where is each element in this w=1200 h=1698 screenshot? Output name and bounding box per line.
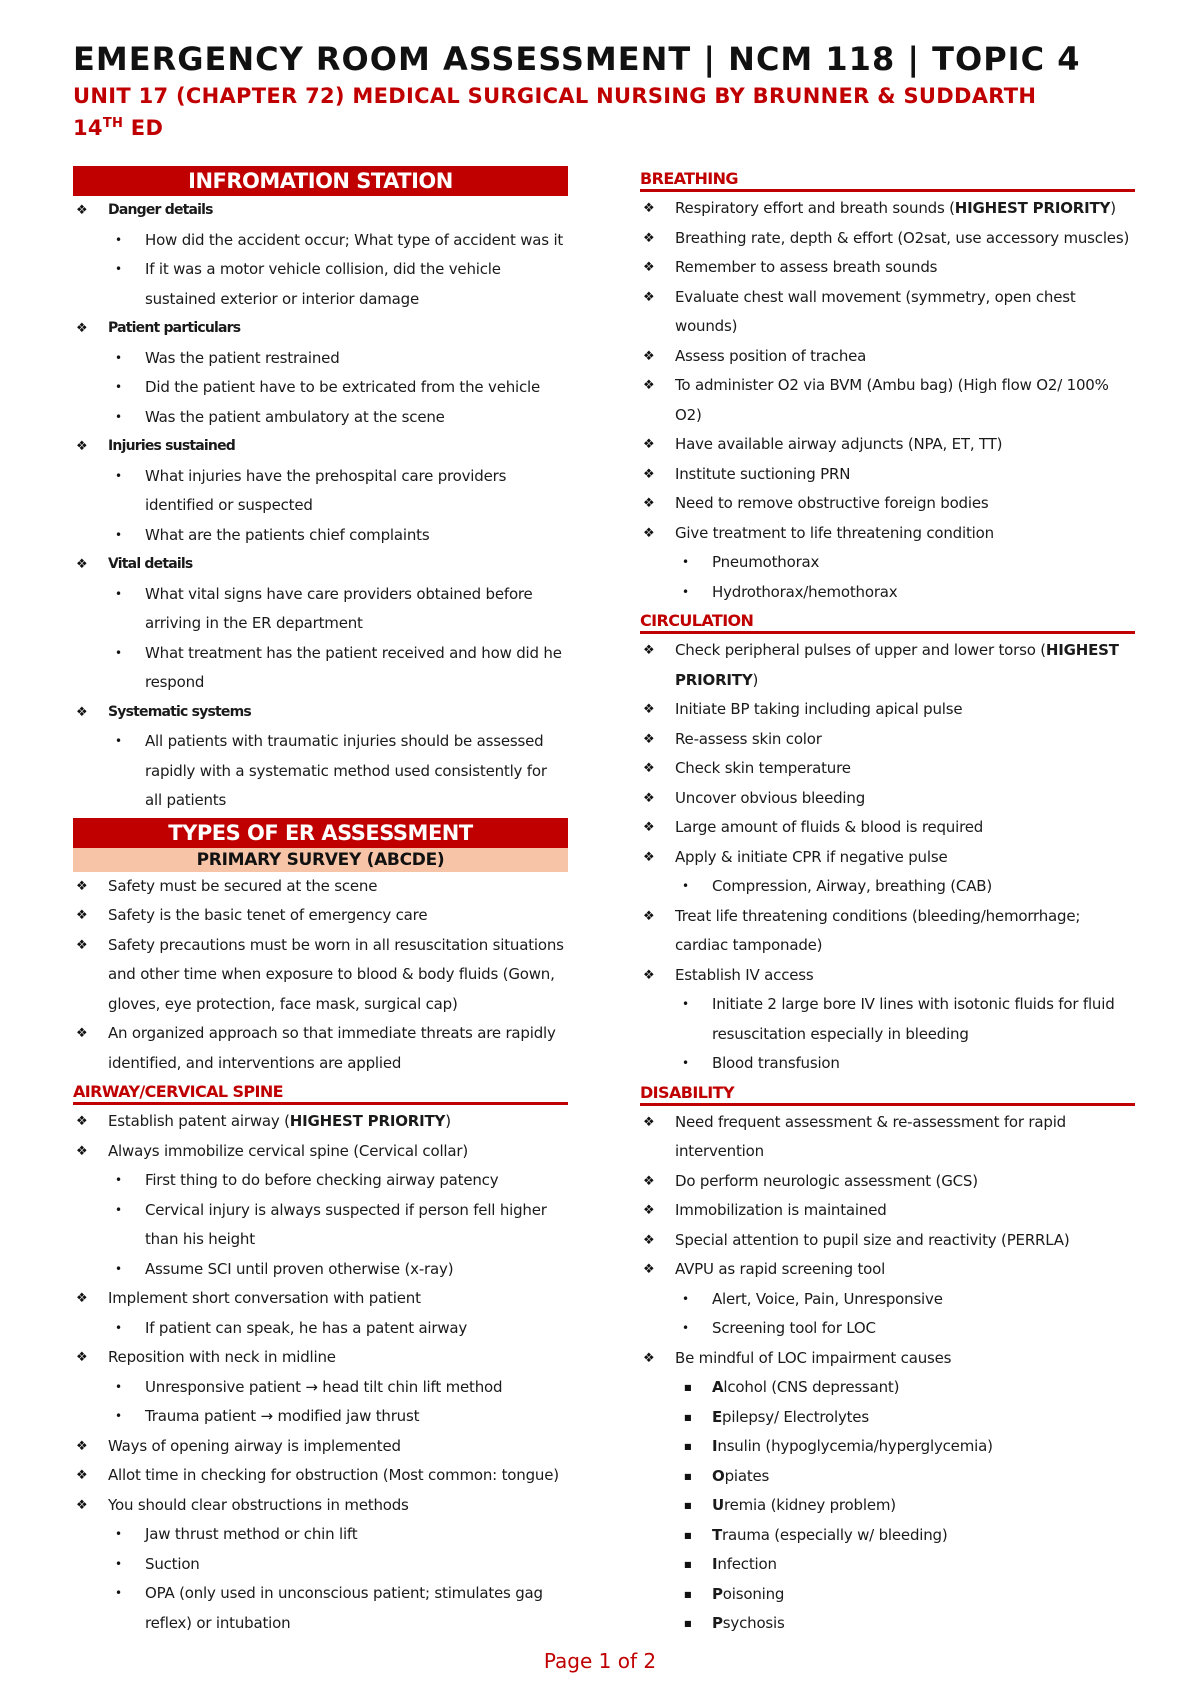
list-item (73, 373, 568, 403)
list-item (73, 521, 568, 551)
list-item (73, 1137, 568, 1167)
dot-bullet-icon: • (115, 468, 122, 483)
emphasis-text: HIGHEST PRIORITY (675, 641, 1119, 689)
list-item (73, 1520, 568, 1550)
diamond-bullet-icon: ❖ (76, 1143, 88, 1159)
emphasis-text: A (712, 1378, 724, 1396)
diamond-bullet-icon: ❖ (643, 1350, 655, 1366)
list-item (640, 1167, 1135, 1197)
list-item (640, 1196, 1135, 1226)
list-item-text: An organized approach so that immediate threats are rapidly identified, and interventions are applied (108, 1024, 556, 1072)
list-item (73, 1491, 568, 1521)
list-item (73, 462, 568, 521)
list-item (640, 1609, 1135, 1639)
dot-bullet-icon: • (115, 350, 122, 365)
diamond-bullet-icon: ❖ (643, 525, 655, 541)
list-item (73, 1314, 568, 1344)
types-assessment-banner: TYPES OF ER ASSESSMENT (73, 818, 568, 848)
breathing-heading: BREATHING (640, 168, 1135, 192)
list-item (640, 548, 1135, 578)
list-item (73, 226, 568, 256)
subtitle-suffix: ED (123, 116, 164, 140)
list-item-text: Suction (145, 1554, 200, 1573)
emphasis-text: O (712, 1466, 725, 1485)
diamond-bullet-icon: ❖ (643, 260, 655, 275)
list-item (640, 1373, 1135, 1403)
list-item (73, 1461, 568, 1491)
list-item-text: Safety must be secured at the scene (108, 876, 378, 895)
list-item-text: Jaw thrust method or chin lift (145, 1525, 358, 1543)
square-bullet-icon: ■ (684, 1383, 692, 1392)
list-item-text: Treat life threatening conditions (bleeding/hemorrhage; cardiac tamponade) (675, 906, 1081, 954)
list-item-text: Immobilization is maintained (675, 1201, 887, 1219)
item-text-part: Establish patent airway ( (108, 1112, 290, 1130)
list-item (640, 1226, 1135, 1256)
dot-bullet-icon: • (115, 1586, 122, 1600)
list-item-text: Implement short conversation with patient (108, 1289, 421, 1307)
diamond-bullet-icon: ❖ (76, 1350, 88, 1365)
list-item-text: Allot time in checking for obstruction (Most common: tongue) (108, 1466, 559, 1484)
list-item (73, 1373, 568, 1403)
list-item-text: Safety is the basic tenet of emergency care (108, 906, 428, 924)
info-station-list (73, 196, 568, 816)
list-item (73, 196, 568, 226)
list-item-text: Vital details (108, 556, 193, 572)
square-bullet-icon: ■ (684, 1619, 692, 1628)
list-item (640, 1285, 1135, 1315)
list-item (73, 698, 568, 728)
list-item-text: Pneumothorax (712, 553, 820, 571)
primary-survey-list (73, 872, 568, 1079)
list-item-text: To administer O2 via BVM (Ambu bag) (High flow O2/ 100% O2) (675, 376, 1109, 424)
list-item (73, 1402, 568, 1432)
list-item (73, 550, 568, 580)
list-item (640, 695, 1135, 725)
list-item (640, 961, 1135, 991)
list-item-text: Give treatment to life threatening condition (675, 523, 994, 542)
list-item-text: Blood transfusion (712, 1054, 840, 1072)
dot-bullet-icon: • (115, 1527, 122, 1541)
list-item (640, 1314, 1135, 1344)
list-item (640, 1108, 1135, 1167)
list-item-text: Evaluate chest wall movement (symmetry, open chest wounds) (675, 287, 1076, 335)
diamond-bullet-icon: ❖ (76, 937, 88, 953)
primary-survey-banner: PRIMARY SURVEY (ABCDE) (73, 848, 568, 872)
list-item (640, 872, 1135, 902)
list-item-text: Hydrothorax/hemothorax (712, 582, 898, 601)
document-title: EMERGENCY ROOM ASSESSMENT | NCM 118 | TOPIC 4 (73, 40, 1081, 78)
square-bullet-icon: ■ (684, 1412, 692, 1422)
list-item (640, 371, 1135, 430)
item-text-part: piates (724, 1466, 770, 1485)
list-item (73, 1107, 568, 1137)
dot-bullet-icon: • (682, 584, 689, 599)
list-item (640, 460, 1135, 490)
item-text-part: Respiratory effort and breath sounds ( (675, 199, 955, 217)
list-item-text: You should clear obstructions in methods (108, 1495, 409, 1514)
list-item (640, 754, 1135, 784)
list-item-text (712, 1580, 1135, 1610)
dot-bullet-icon: • (115, 380, 122, 394)
dot-bullet-icon: • (115, 527, 122, 542)
list-item-text: Initiate BP taking including apical pulse (675, 700, 963, 718)
list-item-text: Establish IV access (675, 965, 814, 984)
item-text-part: Check peripheral pulses of upper and lower torso ( (675, 641, 1046, 659)
airway-list (73, 1107, 568, 1638)
list-item (640, 342, 1135, 372)
list-item-text (712, 1609, 1135, 1639)
diamond-bullet-icon: ❖ (76, 321, 88, 336)
list-item-text: OPA (only used in unconscious patient; stimulates gag reflex) or intubation (145, 1584, 543, 1632)
square-bullet-icon: ■ (684, 1442, 692, 1451)
diamond-bullet-icon: ❖ (76, 1468, 88, 1483)
list-item-text (712, 1432, 1135, 1462)
dot-bullet-icon: • (115, 1556, 122, 1571)
diamond-bullet-icon: ❖ (643, 790, 655, 806)
list-item (73, 1550, 568, 1580)
circulation-list (640, 636, 1135, 1079)
list-item (73, 727, 568, 816)
diamond-bullet-icon: ❖ (76, 878, 88, 894)
diamond-bullet-icon: ❖ (76, 203, 88, 218)
diamond-bullet-icon: ❖ (643, 1114, 655, 1130)
list-item (73, 872, 568, 902)
dot-bullet-icon: • (115, 409, 122, 424)
dot-bullet-icon: • (115, 1261, 122, 1276)
list-item (640, 725, 1135, 755)
list-item-text: Uncover obvious bleeding (675, 788, 866, 807)
dot-bullet-icon: • (115, 1379, 122, 1394)
list-item-text: Initiate 2 large bore IV lines with isotonic fluids for fluid resuscitation especially in bleeding (712, 995, 1115, 1043)
item-text-part: ) (1110, 199, 1116, 217)
list-item (640, 813, 1135, 843)
dot-bullet-icon: • (115, 1320, 122, 1335)
list-item-text: AVPU as rapid screening tool (675, 1260, 886, 1278)
list-item (640, 1580, 1135, 1610)
disability-heading: DISABILITY (640, 1082, 1135, 1106)
item-text-part: pilepsy/ Electrolytes (722, 1407, 869, 1426)
diamond-bullet-icon: ❖ (643, 820, 655, 835)
list-item (73, 1432, 568, 1462)
list-item (73, 1343, 568, 1373)
list-item-text: Need to remove obstructive foreign bodies (675, 494, 989, 512)
list-item-text (712, 1403, 1135, 1433)
list-item-text: Injuries sustained (108, 438, 236, 454)
diamond-bullet-icon: ❖ (76, 439, 88, 454)
document-subtitle (73, 82, 1073, 142)
list-item-text: Assess position of trachea (675, 346, 867, 365)
left-column (73, 166, 568, 1638)
emphasis-text: P (712, 1584, 723, 1603)
list-item (73, 403, 568, 433)
square-bullet-icon: ■ (684, 1530, 692, 1540)
list-item-text: Always immobilize cervical spine (Cervical collar) (108, 1141, 468, 1160)
list-item (640, 636, 1135, 695)
list-item-text: Systematic systems (108, 703, 251, 720)
breathing-list (640, 194, 1135, 607)
list-item (73, 639, 568, 698)
disability-list (640, 1108, 1135, 1639)
diamond-bullet-icon: ❖ (643, 1262, 655, 1277)
list-item (73, 314, 568, 344)
list-item-text: Have available airway adjuncts (NPA, ET, TT) (675, 435, 1003, 453)
item-text-part: ) (445, 1112, 451, 1130)
list-item (73, 1579, 568, 1638)
diamond-bullet-icon: ❖ (643, 761, 655, 776)
subtitle-text: UNIT 17 (CHAPTER 72) MEDICAL SURGICAL NURSING BY BRUNNER & SUDDARTH 14 (73, 84, 1037, 140)
list-item (640, 902, 1135, 961)
list-item-text: Reposition with neck in midline (108, 1348, 336, 1366)
item-text-part: nfection (717, 1555, 777, 1573)
list-item-text: Apply & initiate CPR if negative pulse (675, 847, 948, 866)
list-item-text: What treatment has the patient received and how did he respond (145, 643, 562, 691)
emphasis-text: U (712, 1496, 724, 1514)
diamond-bullet-icon: ❖ (643, 437, 655, 452)
subtitle-superscript: TH (102, 116, 124, 131)
list-item-text: Was the patient restrained (145, 348, 340, 367)
circulation-heading: CIRCULATION (640, 610, 1135, 634)
diamond-bullet-icon: ❖ (643, 1232, 655, 1248)
list-item (640, 1049, 1135, 1079)
diamond-bullet-icon: ❖ (643, 348, 655, 364)
diamond-bullet-icon: ❖ (643, 466, 655, 482)
list-item-text: What injuries have the prehospital care providers identified or suspected (145, 466, 507, 514)
list-item (640, 843, 1135, 873)
diamond-bullet-icon: ❖ (643, 731, 655, 747)
list-item-text: Ways of opening airway is implemented (108, 1436, 401, 1455)
list-item (640, 489, 1135, 519)
diamond-bullet-icon: ❖ (643, 1203, 655, 1218)
dot-bullet-icon: • (115, 1173, 122, 1187)
dot-bullet-icon: • (115, 1409, 122, 1423)
diamond-bullet-icon: ❖ (643, 643, 655, 658)
list-item (640, 283, 1135, 342)
emphasis-text: I (712, 1437, 718, 1455)
dot-bullet-icon: • (682, 879, 689, 893)
list-item (640, 1432, 1135, 1462)
list-item-text: Patient particulars (108, 320, 241, 336)
list-item (640, 519, 1135, 549)
diamond-bullet-icon: ❖ (76, 1114, 88, 1129)
list-item-text: Safety precautions must be worn in all resuscitation situations and other time when exposure to blood & body fluids (Gown, gloves, eye protection, face mask, surgical cap) (108, 935, 564, 1013)
diamond-bullet-icon: ❖ (643, 967, 655, 983)
list-item-text: Do perform neurologic assessment (GCS) (675, 1171, 978, 1190)
list-item (73, 901, 568, 931)
list-item-text (712, 1373, 1135, 1403)
list-item-text: Special attention to pupil size and reactivity (PERRLA) (675, 1230, 1070, 1249)
diamond-bullet-icon: ❖ (643, 1173, 655, 1189)
diamond-bullet-icon: ❖ (643, 378, 655, 393)
list-item (73, 1284, 568, 1314)
item-text-part: remia (kidney problem) (723, 1496, 896, 1514)
list-item-text (675, 194, 1135, 224)
dot-bullet-icon: • (115, 734, 122, 748)
diamond-bullet-icon: ❖ (76, 1026, 88, 1041)
list-item (73, 255, 568, 314)
diamond-bullet-icon: ❖ (643, 849, 655, 865)
item-text-part: lcohol (CNS depressant) (723, 1378, 900, 1396)
item-text-part: nsulin (hypoglycemia/hyperglycemia) (717, 1437, 993, 1455)
list-item (640, 1344, 1135, 1374)
list-item-text: All patients with traumatic injuries should be assessed rapidly with a systematic method used consistently for all patients (145, 732, 547, 809)
list-item-text: What are the patients chief complaints (145, 525, 430, 544)
square-bullet-icon: ■ (684, 1501, 692, 1510)
list-item (73, 931, 568, 1020)
item-text-part: rauma (especially w/ bleeding) (722, 1525, 948, 1544)
list-item-text: Was the patient ambulatory at the scene (145, 407, 445, 426)
list-item-text (712, 1550, 1135, 1580)
info-station-banner: INFROMATION STATION (73, 166, 568, 196)
list-item (73, 1196, 568, 1255)
diamond-bullet-icon: ❖ (643, 289, 655, 305)
square-bullet-icon: ■ (684, 1471, 692, 1481)
list-item-text: Check skin temperature (675, 759, 851, 777)
dot-bullet-icon: • (682, 1291, 689, 1306)
dot-bullet-icon: • (115, 645, 122, 660)
item-text-part: sychosis (722, 1614, 785, 1632)
list-item-text: Compression, Airway, breathing (CAB) (712, 877, 992, 895)
diamond-bullet-icon: ❖ (643, 230, 655, 246)
list-item-text: Institute suctioning PRN (675, 464, 851, 483)
emphasis-text: I (712, 1555, 718, 1573)
emphasis-text: P (712, 1614, 723, 1632)
diamond-bullet-icon: ❖ (76, 1438, 88, 1454)
square-bullet-icon: ■ (684, 1589, 692, 1599)
list-item (73, 344, 568, 374)
emphasis-text: HIGHEST PRIORITY (289, 1112, 446, 1130)
list-item-text (712, 1491, 1135, 1521)
list-item (640, 990, 1135, 1049)
list-item-text: Large amount of fluids & blood is required (675, 818, 984, 836)
list-item (640, 578, 1135, 608)
list-item (640, 224, 1135, 254)
list-item-text: Be mindful of LOC impairment causes (675, 1348, 952, 1367)
diamond-bullet-icon: ❖ (643, 702, 655, 717)
diamond-bullet-icon: ❖ (76, 908, 88, 923)
list-item-text: Unresponsive patient → head tilt chin lift method (145, 1377, 503, 1396)
list-item (73, 1166, 568, 1196)
dot-bullet-icon: • (682, 997, 689, 1011)
list-item (640, 253, 1135, 283)
list-item (640, 1491, 1135, 1521)
dot-bullet-icon: • (682, 555, 689, 569)
list-item (73, 1255, 568, 1285)
list-item (640, 784, 1135, 814)
emphasis-text: T (712, 1525, 723, 1544)
list-item-text: Trauma patient → modified jaw thrust (145, 1407, 420, 1425)
list-item-text: Alert, Voice, Pain, Unresponsive (712, 1289, 943, 1308)
diamond-bullet-icon: ❖ (643, 201, 655, 216)
list-item-text (108, 1107, 568, 1137)
diamond-bullet-icon: ❖ (76, 704, 88, 720)
page-number: Page 1 of 2 (543, 1649, 657, 1673)
item-text-part: oisoning (722, 1584, 785, 1603)
list-item-text (675, 636, 1135, 695)
list-item (640, 430, 1135, 460)
list-item-text (712, 1462, 1135, 1492)
list-item (640, 1255, 1135, 1285)
dot-bullet-icon: • (115, 232, 122, 247)
list-item-text: Breathing rate, depth & effort (O2sat, use accessory muscles) (675, 228, 1130, 247)
diamond-bullet-icon: ❖ (76, 1497, 88, 1513)
list-item-text: Screening tool for LOC (712, 1319, 876, 1337)
list-item-text: Re-assess skin color (675, 729, 822, 748)
list-item-text: Danger details (108, 202, 213, 218)
airway-heading: AIRWAY/CERVICAL SPINE (73, 1081, 568, 1105)
list-item (640, 1521, 1135, 1551)
dot-bullet-icon: • (115, 262, 122, 276)
dot-bullet-icon: • (115, 586, 122, 601)
diamond-bullet-icon: ❖ (643, 908, 655, 924)
list-item (73, 580, 568, 639)
list-item (640, 1550, 1135, 1580)
list-item (640, 1462, 1135, 1492)
right-column (640, 168, 1135, 1639)
dot-bullet-icon: • (682, 1056, 689, 1070)
list-item (640, 194, 1135, 224)
diamond-bullet-icon: ❖ (643, 496, 655, 511)
dot-bullet-icon: • (115, 1202, 122, 1217)
list-item-text: Assume SCI until proven otherwise (x-ray) (145, 1259, 454, 1278)
list-item-text: First thing to do before checking airway patency (145, 1171, 499, 1189)
list-item-text: Need frequent assessment & re-assessment for rapid intervention (675, 1112, 1066, 1160)
diamond-bullet-icon: ❖ (76, 557, 88, 572)
emphasis-text: E (712, 1407, 723, 1426)
list-item-text: Cervical injury is always suspected if person fell higher than his height (145, 1200, 547, 1248)
list-item (73, 1019, 568, 1078)
dot-bullet-icon: • (682, 1321, 689, 1335)
list-item-text: If patient can speak, he has a patent airway (145, 1318, 468, 1337)
list-item-text: How did the accident occur; What type of accident was it (145, 230, 564, 249)
list-item-text (712, 1521, 1135, 1551)
square-bullet-icon: ■ (684, 1560, 692, 1569)
list-item (73, 432, 568, 462)
list-item (640, 1403, 1135, 1433)
item-text-part: ) (752, 670, 759, 689)
list-item-text: If it was a motor vehicle collision, did the vehicle sustained exterior or interior damage (145, 260, 501, 308)
list-item-text: Did the patient have to be extricated from the vehicle (145, 378, 541, 396)
list-item-text: Remember to assess breath sounds (675, 258, 938, 276)
diamond-bullet-icon: ❖ (76, 1291, 88, 1306)
list-item-text: What vital signs have care providers obtained before arriving in the ER department (145, 584, 533, 632)
emphasis-text: HIGHEST PRIORITY (954, 199, 1111, 217)
